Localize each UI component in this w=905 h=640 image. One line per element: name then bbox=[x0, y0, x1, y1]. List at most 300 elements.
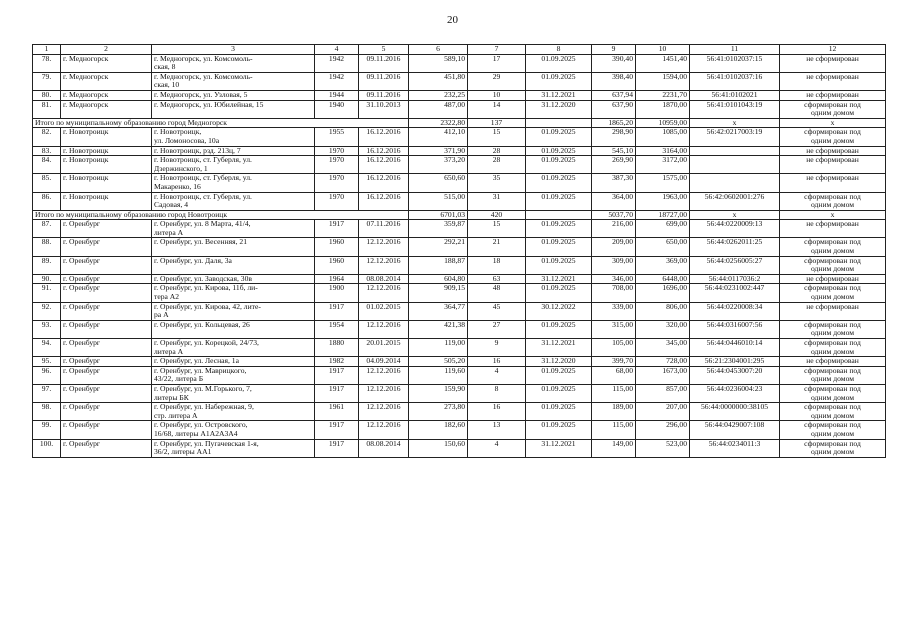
cell-address: г. Новотроицк, ул. Ломоносова, 10а bbox=[152, 128, 315, 146]
cell-cadastral-number: 56:44:0316007:56 bbox=[690, 320, 780, 338]
cell-land-plot-status: сформирован под одним домом bbox=[780, 320, 886, 338]
cell-land-plot-status: сформирован под одним домом bbox=[780, 421, 886, 439]
cell-land-plot-status: сформирован под одним домом bbox=[780, 403, 886, 421]
total-cell-residents-count: 137 bbox=[468, 118, 526, 128]
cell-cost-per-sqm: 149,00 bbox=[592, 439, 636, 457]
cell-residents-count: 28 bbox=[468, 156, 526, 174]
cell-cost-per-sqm: 545,10 bbox=[592, 146, 636, 156]
cell-municipality: г. Новотроицк bbox=[61, 192, 152, 210]
cell-total-area: 604,80 bbox=[409, 274, 468, 284]
cell-planned-resettlement-date: 01.09.2025 bbox=[526, 192, 592, 210]
cell-municipality: г. Медногорск bbox=[61, 72, 152, 90]
register-table bbox=[32, 44, 886, 458]
total-row bbox=[33, 118, 886, 128]
cell-cadastral-number: 56:42:0217003:19 bbox=[690, 128, 780, 146]
column-header-build-year: 4 bbox=[315, 45, 359, 55]
cell-cadastral-number: 56:44:0262011:25 bbox=[690, 238, 780, 256]
cell-build-year: 1900 bbox=[315, 284, 359, 302]
table-row bbox=[33, 128, 886, 146]
cell-cost-per-sqm: 637,90 bbox=[592, 100, 636, 118]
cell-land-plot-status: сформирован под одним домом bbox=[780, 100, 886, 118]
cell-cost-per-sqm: 115,00 bbox=[592, 421, 636, 439]
cell-cost-per-sqm: 216,00 bbox=[592, 220, 636, 238]
cell-row-number: 90. bbox=[33, 274, 61, 284]
cell-recognition-date: 12.12.2016 bbox=[359, 320, 409, 338]
cell-recognition-date: 04.09.2014 bbox=[359, 357, 409, 367]
cell-total-area: 188,87 bbox=[409, 256, 468, 274]
cell-row-number: 98. bbox=[33, 403, 61, 421]
cell-land-plot-status: не сформирован bbox=[780, 90, 886, 100]
cell-row-number: 80. bbox=[33, 90, 61, 100]
column-header-total-area: 6 bbox=[409, 45, 468, 55]
cell-cadastral-number: 56:44:0117036:2 bbox=[690, 274, 780, 284]
cell-build-year: 1970 bbox=[315, 156, 359, 174]
total-cell-cadastral-number: х bbox=[690, 118, 780, 128]
total-cell-total-area: 2322,80 bbox=[409, 118, 468, 128]
cell-build-year: 1964 bbox=[315, 274, 359, 284]
cell-residents-count: 18 bbox=[468, 256, 526, 274]
cell-address: г. Оренбург, ул. Пугачевская 1-я, 36/2, литеры АА1 bbox=[152, 439, 315, 457]
cell-land-plot-status: не сформирован bbox=[780, 72, 886, 90]
cell-planned-resettlement-date: 01.09.2025 bbox=[526, 366, 592, 384]
cell-planned-resettlement-date: 01.09.2025 bbox=[526, 421, 592, 439]
column-header-residents-count: 7 bbox=[468, 45, 526, 55]
table-row bbox=[33, 90, 886, 100]
cell-cost-total: 3164,00 bbox=[636, 146, 690, 156]
cell-cadastral-number: 56:42:0602001:276 bbox=[690, 192, 780, 210]
cell-planned-resettlement-date: 31.12.2020 bbox=[526, 357, 592, 367]
cell-cadastral-number: 56:41:0102037:15 bbox=[690, 54, 780, 72]
cell-total-area: 182,60 bbox=[409, 421, 468, 439]
table-row bbox=[33, 384, 886, 402]
cell-build-year: 1917 bbox=[315, 384, 359, 402]
cell-address: г. Новотроицк, ст. Губерля, ул. Садовая, 4 bbox=[152, 192, 315, 210]
cell-recognition-date: 09.11.2016 bbox=[359, 54, 409, 72]
cell-build-year: 1942 bbox=[315, 72, 359, 90]
cell-residents-count: 29 bbox=[468, 72, 526, 90]
cell-address: г. Оренбург, ул. Кирова, 42, литe- ра А bbox=[152, 302, 315, 320]
cell-address: г. Оренбург, ул. Корецкой, 24/73, литера А bbox=[152, 339, 315, 357]
cell-recognition-date: 12.12.2016 bbox=[359, 421, 409, 439]
cell-build-year: 1944 bbox=[315, 90, 359, 100]
cell-planned-resettlement-date: 01.09.2025 bbox=[526, 284, 592, 302]
cell-residents-count: 16 bbox=[468, 403, 526, 421]
cell-cadastral-number: 56:44:0453007:20 bbox=[690, 366, 780, 384]
cell-address: г. Оренбург, ул. 8 Марта, 41/4, литера А bbox=[152, 220, 315, 238]
table-row bbox=[33, 366, 886, 384]
cell-land-plot-status: сформирован под одним домом bbox=[780, 439, 886, 457]
cell-address: г. Новотроицк, рзд. 213ц, 7 bbox=[152, 146, 315, 156]
cell-recognition-date: 16.12.2016 bbox=[359, 146, 409, 156]
total-label: Итого по муниципальному образованию город Новотроицк bbox=[33, 210, 409, 220]
cell-cost-per-sqm: 398,40 bbox=[592, 72, 636, 90]
cell-total-area: 515,00 bbox=[409, 192, 468, 210]
table-row bbox=[33, 220, 886, 238]
cell-recognition-date: 09.11.2016 bbox=[359, 90, 409, 100]
cell-row-number: 100. bbox=[33, 439, 61, 457]
cell-total-area: 364,77 bbox=[409, 302, 468, 320]
cell-row-number: 86. bbox=[33, 192, 61, 210]
column-header-recognition-date: 5 bbox=[359, 45, 409, 55]
cell-cost-per-sqm: 399,70 bbox=[592, 357, 636, 367]
cell-land-plot-status: сформирован под одним домом bbox=[780, 192, 886, 210]
cell-cost-per-sqm: 189,00 bbox=[592, 403, 636, 421]
cell-land-plot-status: сформирован под одним домом bbox=[780, 384, 886, 402]
table-row bbox=[33, 439, 886, 457]
cell-row-number: 83. bbox=[33, 146, 61, 156]
cell-cadastral-number bbox=[690, 156, 780, 174]
cell-residents-count: 31 bbox=[468, 192, 526, 210]
total-cell-planned-resettlement-date bbox=[526, 118, 592, 128]
column-header-address: 3 bbox=[152, 45, 315, 55]
cell-total-area: 421,38 bbox=[409, 320, 468, 338]
cell-cadastral-number: 56:44:0220009:13 bbox=[690, 220, 780, 238]
cell-municipality: г. Оренбург bbox=[61, 274, 152, 284]
cell-row-number: 79. bbox=[33, 72, 61, 90]
cell-municipality: г. Оренбург bbox=[61, 302, 152, 320]
cell-planned-resettlement-date: 01.09.2025 bbox=[526, 174, 592, 192]
cell-planned-resettlement-date: 01.09.2025 bbox=[526, 146, 592, 156]
cell-cost-per-sqm: 115,00 bbox=[592, 384, 636, 402]
cell-residents-count: 21 bbox=[468, 238, 526, 256]
cell-residents-count: 16 bbox=[468, 357, 526, 367]
cell-municipality: г. Оренбург bbox=[61, 403, 152, 421]
cell-land-plot-status: не сформирован bbox=[780, 156, 886, 174]
cell-total-area: 505,20 bbox=[409, 357, 468, 367]
cell-land-plot-status: сформирован под одним домом bbox=[780, 339, 886, 357]
cell-cadastral-number: 56:44:0000000:38105 bbox=[690, 403, 780, 421]
column-header-cost-total: 10 bbox=[636, 45, 690, 55]
cell-cost-total: 369,00 bbox=[636, 256, 690, 274]
cell-planned-resettlement-date: 01.09.2025 bbox=[526, 403, 592, 421]
cell-municipality: г. Оренбург bbox=[61, 284, 152, 302]
cell-municipality: г. Новотроицк bbox=[61, 174, 152, 192]
cell-municipality: г. Новотроицк bbox=[61, 146, 152, 156]
cell-build-year: 1961 bbox=[315, 403, 359, 421]
cell-land-plot-status: сформирован под одним домом bbox=[780, 284, 886, 302]
cell-land-plot-status: не сформирован bbox=[780, 357, 886, 367]
cell-total-area: 909,15 bbox=[409, 284, 468, 302]
table-row bbox=[33, 54, 886, 72]
cell-build-year: 1917 bbox=[315, 366, 359, 384]
column-header-planned-resettlement-date: 8 bbox=[526, 45, 592, 55]
cell-cost-per-sqm: 315,00 bbox=[592, 320, 636, 338]
cell-cost-total: 1963,00 bbox=[636, 192, 690, 210]
cell-cadastral-number bbox=[690, 146, 780, 156]
cell-planned-resettlement-date: 31.12.2021 bbox=[526, 439, 592, 457]
cell-row-number: 78. bbox=[33, 54, 61, 72]
table-row bbox=[33, 284, 886, 302]
cell-residents-count: 8 bbox=[468, 384, 526, 402]
cell-address: г. Оренбург, ул. Даля, 3а bbox=[152, 256, 315, 274]
total-cell-land-plot-status: х bbox=[780, 210, 886, 220]
cell-total-area: 371,90 bbox=[409, 146, 468, 156]
cell-municipality: г. Медногорск bbox=[61, 90, 152, 100]
cell-residents-count: 9 bbox=[468, 339, 526, 357]
cell-planned-resettlement-date: 01.09.2025 bbox=[526, 256, 592, 274]
cell-build-year: 1942 bbox=[315, 54, 359, 72]
cell-planned-resettlement-date: 31.12.2021 bbox=[526, 339, 592, 357]
cell-build-year: 1917 bbox=[315, 439, 359, 457]
cell-recognition-date: 12.12.2016 bbox=[359, 238, 409, 256]
cell-municipality: г. Медногорск bbox=[61, 54, 152, 72]
cell-residents-count: 15 bbox=[468, 220, 526, 238]
cell-total-area: 487,00 bbox=[409, 100, 468, 118]
cell-residents-count: 63 bbox=[468, 274, 526, 284]
cell-address: г. Медногорск, ул. Комсомоль- ская, 10 bbox=[152, 72, 315, 90]
cell-build-year: 1880 bbox=[315, 339, 359, 357]
cell-address: г. Оренбург, ул. Весенняя, 21 bbox=[152, 238, 315, 256]
table-row bbox=[33, 403, 886, 421]
cell-recognition-date: 08.08.2014 bbox=[359, 274, 409, 284]
cell-total-area: 373,20 bbox=[409, 156, 468, 174]
cell-cadastral-number: 56:41:0102037:16 bbox=[690, 72, 780, 90]
cell-address: г. Оренбург, ул. Кирова, 11б, ли- тера А2 bbox=[152, 284, 315, 302]
cell-address: г. Оренбург, ул. М.Горького, 7, литеры БК bbox=[152, 384, 315, 402]
cell-build-year: 1917 bbox=[315, 302, 359, 320]
page-number: 20 bbox=[447, 14, 458, 26]
total-cell-planned-resettlement-date bbox=[526, 210, 592, 220]
table-row bbox=[33, 421, 886, 439]
cell-recognition-date: 09.11.2016 bbox=[359, 72, 409, 90]
cell-residents-count: 28 bbox=[468, 146, 526, 156]
cell-build-year: 1982 bbox=[315, 357, 359, 367]
cell-build-year: 1955 bbox=[315, 128, 359, 146]
table-row bbox=[33, 174, 886, 192]
total-cell-cost-total: 10959,00 bbox=[636, 118, 690, 128]
table-row bbox=[33, 146, 886, 156]
cell-recognition-date: 07.11.2016 bbox=[359, 220, 409, 238]
total-cell-land-plot-status: х bbox=[780, 118, 886, 128]
cell-recognition-date: 16.12.2016 bbox=[359, 156, 409, 174]
cell-address: г. Медногорск, ул. Комсомоль- ская, 8 bbox=[152, 54, 315, 72]
cell-cost-total: 3172,00 bbox=[636, 156, 690, 174]
cell-municipality: г. Оренбург bbox=[61, 220, 152, 238]
cell-land-plot-status: сформирован под одним домом bbox=[780, 366, 886, 384]
cell-row-number: 97. bbox=[33, 384, 61, 402]
cell-total-area: 359,87 bbox=[409, 220, 468, 238]
cell-recognition-date: 12.12.2016 bbox=[359, 403, 409, 421]
cell-cost-total: 857,00 bbox=[636, 384, 690, 402]
cell-cadastral-number: 56:44:0429007:108 bbox=[690, 421, 780, 439]
cell-municipality: г. Оренбург bbox=[61, 238, 152, 256]
cell-municipality: г. Оренбург bbox=[61, 339, 152, 357]
cell-address: г. Оренбург, ул. Набережная, 9, стр. литера А bbox=[152, 403, 315, 421]
cell-address: г. Медногорск, ул. Узловая, 5 bbox=[152, 90, 315, 100]
cell-total-area: 650,60 bbox=[409, 174, 468, 192]
total-cell-cost-per-sqm: 1865,20 bbox=[592, 118, 636, 128]
total-row bbox=[33, 210, 886, 220]
cell-cost-total: 207,00 bbox=[636, 403, 690, 421]
cell-total-area: 292,21 bbox=[409, 238, 468, 256]
cell-row-number: 94. bbox=[33, 339, 61, 357]
cell-row-number: 92. bbox=[33, 302, 61, 320]
cell-recognition-date: 12.12.2016 bbox=[359, 366, 409, 384]
cell-cost-per-sqm: 68,00 bbox=[592, 366, 636, 384]
cell-land-plot-status: не сформирован bbox=[780, 174, 886, 192]
table-row bbox=[33, 320, 886, 338]
cell-row-number: 99. bbox=[33, 421, 61, 439]
cell-cadastral-number bbox=[690, 174, 780, 192]
cell-row-number: 87. bbox=[33, 220, 61, 238]
cell-cadastral-number: 56:41:0101043:19 bbox=[690, 100, 780, 118]
cell-municipality: г. Медногорск bbox=[61, 100, 152, 118]
cell-residents-count: 4 bbox=[468, 439, 526, 457]
cell-cost-per-sqm: 364,00 bbox=[592, 192, 636, 210]
cell-cost-per-sqm: 209,00 bbox=[592, 238, 636, 256]
cell-municipality: г. Оренбург bbox=[61, 384, 152, 402]
cell-build-year: 1970 bbox=[315, 174, 359, 192]
cell-address: г. Новотроицк, ст. Губерля, ул. Дзержинского, 1 bbox=[152, 156, 315, 174]
cell-residents-count: 14 bbox=[468, 100, 526, 118]
cell-address: г. Оренбург, ул. Лесная, 1а bbox=[152, 357, 315, 367]
cell-recognition-date: 12.12.2016 bbox=[359, 256, 409, 274]
cell-cost-per-sqm: 309,00 bbox=[592, 256, 636, 274]
cell-cost-per-sqm: 339,00 bbox=[592, 302, 636, 320]
cell-planned-resettlement-date: 01.09.2025 bbox=[526, 54, 592, 72]
cell-municipality: г. Оренбург bbox=[61, 256, 152, 274]
cell-row-number: 81. bbox=[33, 100, 61, 118]
cell-cost-total: 806,00 bbox=[636, 302, 690, 320]
cell-planned-resettlement-date: 31.12.2020 bbox=[526, 100, 592, 118]
column-header-cadastral-number: 11 bbox=[690, 45, 780, 55]
cell-total-area: 119,00 bbox=[409, 339, 468, 357]
cell-planned-resettlement-date: 01.09.2025 bbox=[526, 238, 592, 256]
cell-row-number: 82. bbox=[33, 128, 61, 146]
cell-build-year: 1970 bbox=[315, 146, 359, 156]
cell-recognition-date: 31.10.2013 bbox=[359, 100, 409, 118]
cell-cost-per-sqm: 346,00 bbox=[592, 274, 636, 284]
cell-cost-total: 1575,00 bbox=[636, 174, 690, 192]
cell-recognition-date: 12.12.2016 bbox=[359, 384, 409, 402]
cell-cadastral-number: 56:44:0446010:14 bbox=[690, 339, 780, 357]
cell-address: г. Новотроицк, ст. Губерля, ул. Макаренко, 16 bbox=[152, 174, 315, 192]
cell-land-plot-status: не сформирован bbox=[780, 146, 886, 156]
cell-residents-count: 35 bbox=[468, 174, 526, 192]
cell-recognition-date: 16.12.2016 bbox=[359, 192, 409, 210]
cell-cost-per-sqm: 387,30 bbox=[592, 174, 636, 192]
cell-build-year: 1960 bbox=[315, 238, 359, 256]
cell-row-number: 85. bbox=[33, 174, 61, 192]
table-row bbox=[33, 238, 886, 256]
cell-residents-count: 17 bbox=[468, 54, 526, 72]
cell-planned-resettlement-date: 01.09.2025 bbox=[526, 384, 592, 402]
cell-cost-total: 1451,40 bbox=[636, 54, 690, 72]
cell-residents-count: 15 bbox=[468, 128, 526, 146]
cell-residents-count: 13 bbox=[468, 421, 526, 439]
cell-municipality: г. Оренбург bbox=[61, 320, 152, 338]
cell-cost-total: 650,00 bbox=[636, 238, 690, 256]
total-cell-residents-count: 420 bbox=[468, 210, 526, 220]
cell-address: г. Оренбург, ул. Кольцевая, 26 bbox=[152, 320, 315, 338]
table-row bbox=[33, 256, 886, 274]
cell-cost-total: 296,00 bbox=[636, 421, 690, 439]
cell-land-plot-status: не сформирован bbox=[780, 274, 886, 284]
cell-cost-per-sqm: 708,00 bbox=[592, 284, 636, 302]
column-header-cost-per-sqm: 9 bbox=[592, 45, 636, 55]
cell-cost-per-sqm: 390,40 bbox=[592, 54, 636, 72]
cell-recognition-date: 01.02.2015 bbox=[359, 302, 409, 320]
cell-build-year: 1917 bbox=[315, 220, 359, 238]
cell-planned-resettlement-date: 31.12.2021 bbox=[526, 90, 592, 100]
cell-cost-total: 345,00 bbox=[636, 339, 690, 357]
cell-municipality: г. Новотроицк bbox=[61, 128, 152, 146]
cell-municipality: г. Оренбург bbox=[61, 439, 152, 457]
cell-land-plot-status: не сформирован bbox=[780, 54, 886, 72]
cell-cadastral-number: 56:21:2304001:295 bbox=[690, 357, 780, 367]
cell-cadastral-number: 56:44:0234011:3 bbox=[690, 439, 780, 457]
cell-recognition-date: 16.12.2016 bbox=[359, 128, 409, 146]
cell-residents-count: 48 bbox=[468, 284, 526, 302]
cell-municipality: г. Оренбург bbox=[61, 366, 152, 384]
total-cell-cadastral-number: х bbox=[690, 210, 780, 220]
cell-recognition-date: 12.12.2016 bbox=[359, 284, 409, 302]
cell-recognition-date: 20.01.2015 bbox=[359, 339, 409, 357]
table-row bbox=[33, 192, 886, 210]
cell-row-number: 93. bbox=[33, 320, 61, 338]
cell-residents-count: 10 bbox=[468, 90, 526, 100]
cell-land-plot-status: сформирован под одним домом bbox=[780, 256, 886, 274]
cell-cost-per-sqm: 105,00 bbox=[592, 339, 636, 357]
cell-address: г. Оренбург, ул. Островского, 16/68, литеры А1А2А3А4 bbox=[152, 421, 315, 439]
cell-cost-total: 320,00 bbox=[636, 320, 690, 338]
cell-planned-resettlement-date: 01.09.2025 bbox=[526, 220, 592, 238]
cell-cost-total: 1594,00 bbox=[636, 72, 690, 90]
cell-residents-count: 27 bbox=[468, 320, 526, 338]
table-row bbox=[33, 156, 886, 174]
cell-municipality: г. Оренбург bbox=[61, 421, 152, 439]
cell-cadastral-number: 56:41:0102021 bbox=[690, 90, 780, 100]
cell-cost-total: 2231,70 bbox=[636, 90, 690, 100]
cell-cadastral-number: 56:44:0220008:34 bbox=[690, 302, 780, 320]
cell-total-area: 273,80 bbox=[409, 403, 468, 421]
cell-cost-total: 523,00 bbox=[636, 439, 690, 457]
table-row bbox=[33, 302, 886, 320]
cell-total-area: 451,80 bbox=[409, 72, 468, 90]
table-row bbox=[33, 100, 886, 118]
cell-address: г. Медногорск, ул. Юбилейная, 15 bbox=[152, 100, 315, 118]
column-header-land-plot-status: 12 bbox=[780, 45, 886, 55]
cell-municipality: г. Новотроицк bbox=[61, 156, 152, 174]
cell-cadastral-number: 56:44:0236004:23 bbox=[690, 384, 780, 402]
table-row bbox=[33, 72, 886, 90]
cell-row-number: 91. bbox=[33, 284, 61, 302]
cell-land-plot-status: не сформирован bbox=[780, 302, 886, 320]
cell-total-area: 412,10 bbox=[409, 128, 468, 146]
cell-build-year: 1970 bbox=[315, 192, 359, 210]
cell-cadastral-number: 56:44:0256005:27 bbox=[690, 256, 780, 274]
cell-cost-total: 1870,00 bbox=[636, 100, 690, 118]
cell-row-number: 88. bbox=[33, 238, 61, 256]
column-header-row-number: 1 bbox=[33, 45, 61, 55]
cell-total-area: 119,60 bbox=[409, 366, 468, 384]
cell-planned-resettlement-date: 01.09.2025 bbox=[526, 72, 592, 90]
total-cell-cost-per-sqm: 5037,70 bbox=[592, 210, 636, 220]
cell-cost-total: 6448,00 bbox=[636, 274, 690, 284]
cell-planned-resettlement-date: 01.09.2025 bbox=[526, 156, 592, 174]
cell-row-number: 95. bbox=[33, 357, 61, 367]
cell-residents-count: 4 bbox=[468, 366, 526, 384]
cell-municipality: г. Оренбург bbox=[61, 357, 152, 367]
cell-total-area: 150,60 bbox=[409, 439, 468, 457]
cell-cost-per-sqm: 269,90 bbox=[592, 156, 636, 174]
column-header-municipality: 2 bbox=[61, 45, 152, 55]
cell-planned-resettlement-date: 30.12.2022 bbox=[526, 302, 592, 320]
cell-land-plot-status: сформирован под одним домом bbox=[780, 128, 886, 146]
total-label: Итого по муниципальному образованию город Медногорск bbox=[33, 118, 409, 128]
cell-total-area: 232,25 bbox=[409, 90, 468, 100]
table-row bbox=[33, 274, 886, 284]
